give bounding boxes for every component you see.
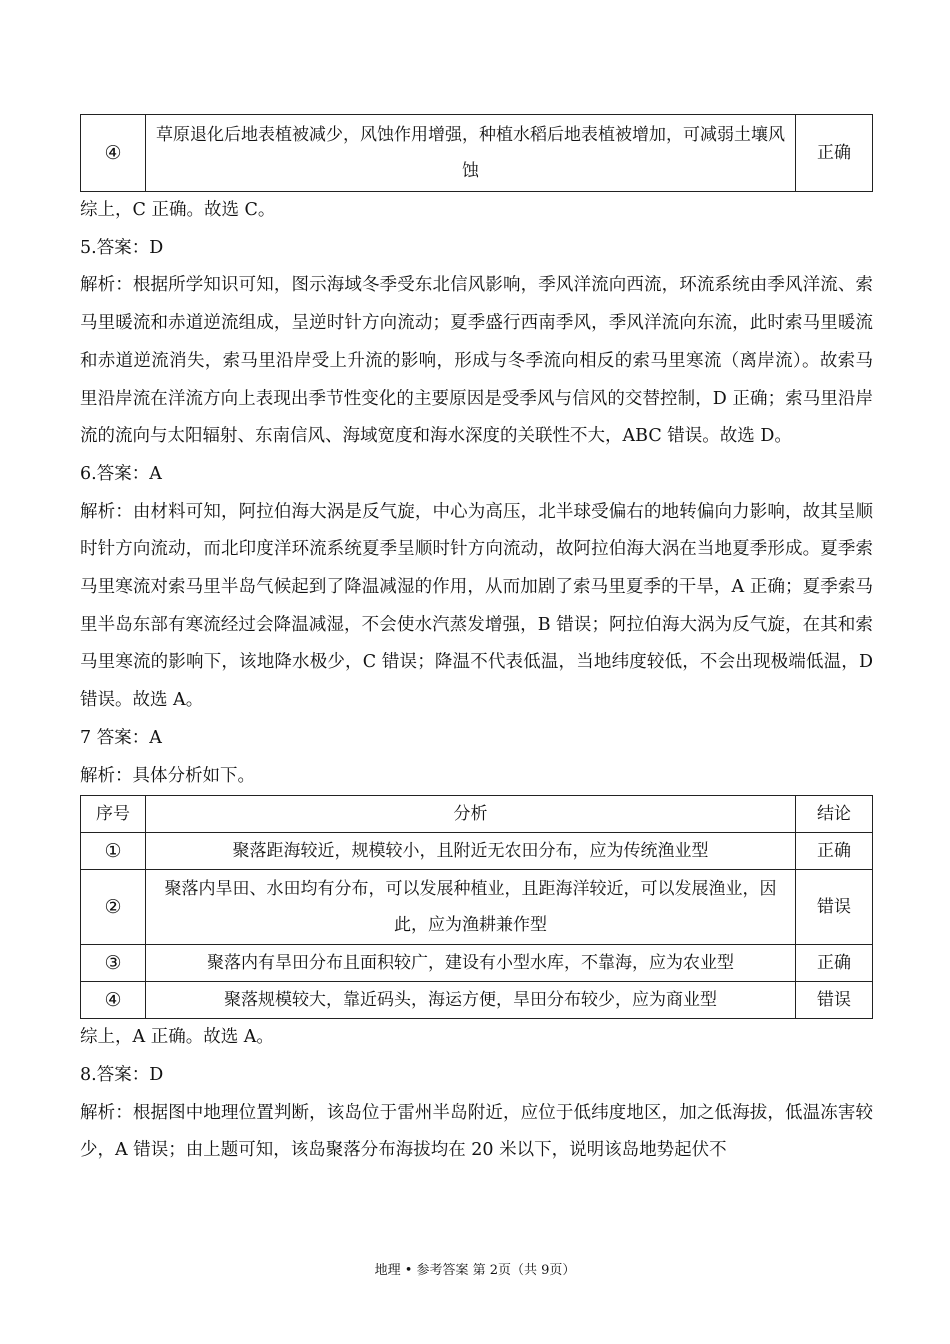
row-conclusion: 正确 bbox=[796, 115, 873, 192]
q8-answer: 8.答案：D bbox=[80, 1064, 164, 1085]
header-conclusion: 结论 bbox=[796, 796, 873, 833]
q5-answer: 5.答案：D bbox=[80, 237, 164, 258]
row-analysis: 草原退化后地表植被减少，风蚀作用增强，种植水稻后地表植被增加，可减弱土壤风蚀 bbox=[146, 115, 796, 192]
row-analysis: 聚落内有旱田分布且面积较广，建设有小型水库，不靠海，应为农业型 bbox=[146, 945, 796, 982]
row-number: ④ bbox=[81, 115, 146, 192]
row-analysis: 聚落距海较近，规模较小，且附近无农田分布，应为传统渔业型 bbox=[146, 833, 796, 870]
analysis-table-q7 bbox=[80, 795, 873, 1019]
table-row bbox=[81, 945, 873, 982]
q5-analysis: 解析：根据所学知识可知，图示海域冬季受东北信风影响，季风洋流向西流，环流系统由季风洋流、索马里暖流和赤道逆流组成，呈逆时针方向流动；夏季盛行西南季风，季风洋流向东流，此时索马里暖流和赤道逆流消失，索马里沿岸受上升流的影响，形成与冬季流向相反的索马里寒流（离岸流）。故索马里沿岸流在洋流方向上表现出季节性变化的主要原因是受季风与信风的交替控制，D 正确；索马里沿岸流的流向与太阳辐射、东南信风、海域宽度和海水深度的关联性不大，ABC 错误。故选 D。 bbox=[80, 275, 873, 447]
q7-summary: 综上，A 正确。故选 A。 bbox=[80, 1027, 274, 1048]
q8-analysis: 解析：根据图中地理位置判断，该岛位于雷州半岛附近，应位于低纬度地区，加之低海拔，低温冻害较少，A 错误；由上题可知，该岛聚落分布海拔均在 20 米以下，说明该岛地势起伏不 bbox=[80, 1102, 873, 1161]
table-header-row bbox=[81, 796, 873, 833]
table-row bbox=[81, 982, 873, 1019]
analysis-table-q4 bbox=[80, 114, 873, 192]
row-analysis: 聚落规模较大，靠近码头，海运方便，旱田分布较少，应为商业型 bbox=[146, 982, 796, 1019]
q4-summary: 综上，C 正确。故选 C。 bbox=[80, 200, 276, 220]
row-number: ④ bbox=[81, 982, 146, 1019]
row-number: ① bbox=[81, 833, 146, 870]
table-row bbox=[81, 870, 873, 945]
table-row bbox=[81, 115, 873, 192]
row-conclusion: 错误 bbox=[796, 870, 873, 945]
row-conclusion: 错误 bbox=[796, 982, 873, 1019]
row-conclusion: 正确 bbox=[796, 833, 873, 870]
q7-answer: 7 答案：A bbox=[80, 727, 162, 748]
header-num: 序号 bbox=[81, 796, 146, 833]
page-footer: 地理 • 参考答案 第 2页（共 9页） bbox=[374, 1263, 576, 1278]
row-number: ③ bbox=[81, 945, 146, 982]
row-number: ② bbox=[81, 870, 146, 945]
q7-intro: 解析：具体分析如下。 bbox=[80, 765, 255, 786]
row-analysis: 聚落内旱田、水田均有分布，可以发展种植业，且距海洋较近，可以发展渔业，因此，应为渔耕兼作型 bbox=[146, 870, 796, 945]
q6-analysis: 解析：由材料可知，阿拉伯海大涡是反气旋，中心为高压，北半球受偏右的地转偏向力影响，故其呈顺时针方向流动，而北印度洋环流系统夏季呈顺时针方向流动，故阿拉伯海大涡在当地夏季形成。夏季索马里寒流对索马里半岛气候起到了降温减湿的作用，从而加剧了索马里夏季的干旱，A 正确；夏季索马里半岛东部有寒流经过会降温减湿，不会使水汽蒸发增强，B 错误；阿拉伯海大涡为反气旋，在其和索马里寒流的影响下，该地降水极少，C 错误；降温不代表低温，当地纬度较低，不会出现极端低温，D 错误。故选 A。 bbox=[80, 501, 873, 711]
row-conclusion: 正确 bbox=[796, 945, 873, 982]
header-analysis: 分析 bbox=[146, 796, 796, 833]
table-row bbox=[81, 833, 873, 870]
answer-page bbox=[80, 114, 873, 1170]
q6-answer: 6.答案：A bbox=[80, 463, 162, 484]
